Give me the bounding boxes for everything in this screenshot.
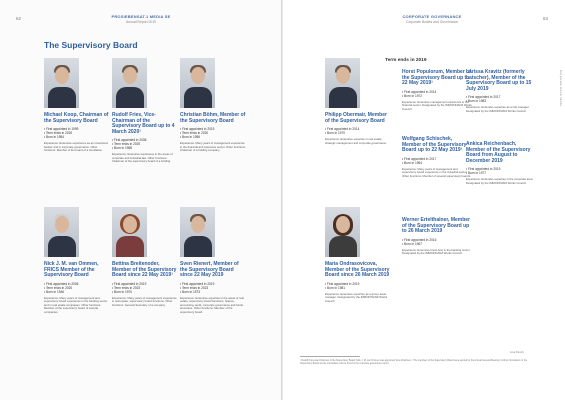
member-description: Experience: Extensive experience as an investment banker and in corporate governance. Other functions: Member of the board of a foundation. [44,141,109,153]
member-entry [402,218,472,256]
member-entry [402,137,472,178]
member-card [112,58,178,164]
photo-credit: Lisa Resch [510,350,524,354]
footnotes: ¹ Rudolf Fries was Chairman of the Supervisory Board; Nick J. M. van Ommen was appointed Vice-Chairman. ² The members of the Supervisory Board were elected by the Annual General Meeting. Further information on the Supervisory Board and its committees can be found in the corporate governance report. [300,360,528,365]
member-photo [44,58,79,108]
member-photo [325,58,360,108]
member-name: Christian Böhm, Member of the Supervisory Board [180,112,246,124]
member-card [112,207,178,307]
member-description: Experience: Extensive expertise in the corporate area. Designated by the IMMOFINANZ Works Council. [466,177,534,185]
member-facts: • First appointed in 2017 • Born in 1964 [402,156,437,165]
member-description: Experience: Extensive expertise as a group asset manager. Designated by the IMMOFINANZ Works Council. [325,291,388,303]
member-facts: • First appointed in 2019 • Born in 1981 [325,281,360,290]
member-description: Experience: Extensive expertise in the areas of real estate, supervisory board functions, finance, accounting, audit, corporate governance and funds structures. Other functions: Member of the supervisory board. [180,295,244,314]
member-name: Maria Ondrasovicova, Member of the Supervisory Board since 26 March 2019 [325,261,390,279]
running-head [382,14,482,24]
footnote-rule [300,356,360,357]
member-facts: • First appointed in 2015 • Term ends in 2020 • Born in 1956 [180,127,215,140]
member-description: Experience: Many years of management and supervisory board experience in the industrial sector. Other functions: Member of several supervisory boards. [402,166,471,178]
page-gutter [281,0,283,400]
term-ends-heading: Term ends in 2019 [385,58,427,63]
member-name: Horst Populorum, Member of the Supervisory Board up to 22 May 2019¹ [402,69,471,87]
member-photo [180,58,215,108]
member-entry [466,142,536,185]
member-facts: • First appointed in 2019 • Born in 1977 [466,167,501,176]
member-description: Experience: Extensive know-how in the banking sector. Designated by the IMMOFINANZ Works Council. [402,247,471,256]
left-page [0,0,282,400]
member-card [44,207,110,314]
member-name: Werner Ertelthalner, Member of the Supervisory Board up to 26 March 2019 [402,217,470,235]
member-name: Bettina Breitenoder, Member of the Supervisory Board since 22 May 2019¹ [112,261,177,279]
running-head-subtitle: Corporate Bodies and Governance [405,20,459,24]
member-name: Sven Rienert, Member of the Supervisory Board since 22 May 2019 [180,261,239,279]
member-name: Larissa Kravitz (formerly Latscher), Member of the Supervisory Board up to 15 July 2019 [466,69,532,92]
member-photo [44,207,79,257]
member-description: Experience: Many years of management and supervisory board experience in the banking sector and in real estate companies. Other functions: Member of the supervisory board of several companies. [44,295,108,314]
member-name: Rudolf Fries, Vice-Chairman of the Supervisory Board up to 4 March 2020¹ [112,112,175,135]
running-head-title: PROSIEBENSAT.1 MEDIA SE [111,14,171,19]
member-entry [466,70,536,113]
member-facts: • First appointed in 1999 • Term ends in 2020 • Born in 1954 [44,127,79,140]
running-head-subtitle: Annual Report 2019 [125,20,157,24]
page-number: 62 [16,16,22,21]
member-photo [112,207,147,257]
member-photo [325,207,360,257]
member-facts: • First appointed in 2017 • Born in 1983 [466,95,501,104]
member-facts: • First appointed in 2014 • Born in 1970 [325,127,360,136]
member-description: Experience: Extensive management experience in the financial sector. Designated by the IMMOFINANZ Works Council. [402,99,472,111]
member-facts: • First appointed in 2006 • Term ends in 2020 • Born in 1946 [44,281,79,294]
running-head-title: CORPORATE GOVERNANCE [402,14,462,19]
member-photo [112,58,147,108]
member-card [44,58,110,153]
member-description: Experience: Many years of management experience in real estate, supervisory board functions. Other functions: General Secretary of a company. [112,295,177,307]
member-facts: • First appointed in 2019 • Term ends in 2023 • Born in 1973 [180,281,215,294]
member-photo [180,207,215,257]
vertical-section-label: Corporate Governance [559,70,563,107]
member-name: Philipp Obermair, Member of the Supervisory Board [325,112,387,124]
member-facts: • First appointed in 2016 • Born in 1967 [402,237,437,246]
member-facts: • First appointed in 2014 • Born in 1972 [402,89,437,98]
member-card [180,58,246,153]
member-card [325,207,391,303]
member-description: Experience: Many years of management experience in the financial and insurance sector. Other functions: Chairman of a holding company. [180,141,246,153]
member-description: Experience: Extensive expertise as a risk manager. Designated by the IMMOFINANZ Works Council. [466,105,530,113]
member-description: Experience: Extensive experience in the areas of corporate and industrial law. Other functions: Chairman of the supervisory board of a holding. [112,152,173,164]
member-name: Ankica Reichenbach, Member of the Supervisory Board from August to December 2019 [466,141,531,164]
member-entry [402,70,472,111]
member-facts: • First appointed in 2019 • Term ends in 2023 • Born in 1970 [112,281,147,294]
member-name: Nick J. M. van Ommen, FRICS Member of the Supervisory Board [44,261,99,279]
member-name: Michael Koop, Chairman of the Supervisory Board [44,112,109,124]
member-name: Wolfgang Schischek, Member of the Supervisory Board up to 22 May 2019¹ [402,136,467,154]
member-card [325,58,391,145]
member-description: Experience: Extensive expertise in real estate, strategic management and corporate governance. [325,137,387,145]
page-number: 63 [542,16,548,21]
section-title: The Supervisory Board [44,40,138,50]
member-card [180,207,246,314]
running-head [91,14,191,24]
member-facts: • First appointed in 2008 • Term ends in 2020 • Born in 1958 [112,138,147,151]
